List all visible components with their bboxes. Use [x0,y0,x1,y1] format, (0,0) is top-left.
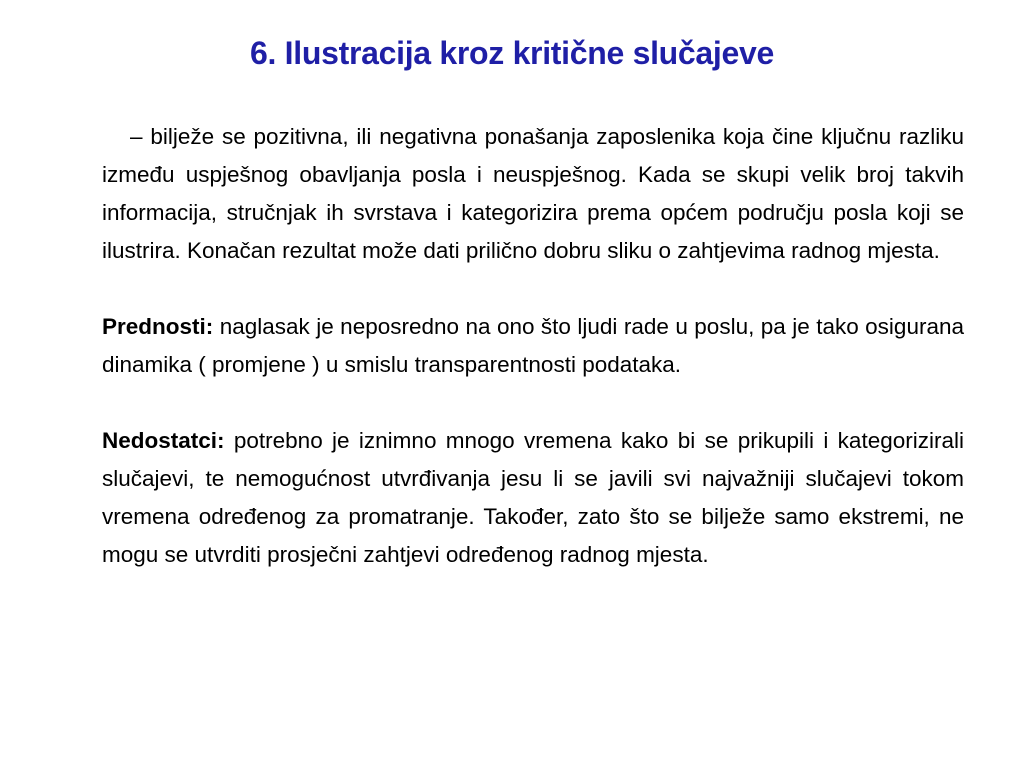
advantages-text: naglasak je neposredno na ono što ljudi rade u poslu, pa je tako osigurana dinamika ( promjene ) u smislu transparentnosti podataka. [102,314,964,377]
intro-paragraph: – bilježe se pozitivna, ili negativna ponašanja zaposlenika koja čine ključnu razliku između uspješnog obavljanja posla i neuspješnog. Kada se skupi velik broj takvih informacija, stručnjak ih svrstava i kategorizira prema općem području posla koji se ilustrira. Konačan rezultat može dati prilično dobru sliku o zahtjevima radnog mjesta. [102,124,964,263]
disadvantages-paragraph [102,422,964,574]
advantages-label: Prednosti: [102,314,214,339]
disadvantages-text: potrebno je iznimno mnogo vremena kako bi se prikupili i kategorizirali slučajevi, te nemogućnost utvrđivanja jesu li se javili svi najvažniji slučajevi tokom vremena određenog za promatranje. Također, zato što se bilježe samo ekstremi, ne mogu se utvrditi prosječni zahtjevi određenog radnog mjesta. [102,428,964,567]
slide-title: 6. Ilustracija kroz kritične slučajeve [250,35,774,71]
slide-body [102,118,964,574]
disadvantages-label: Nedostatci: [102,428,225,453]
advantages-paragraph [102,308,964,384]
